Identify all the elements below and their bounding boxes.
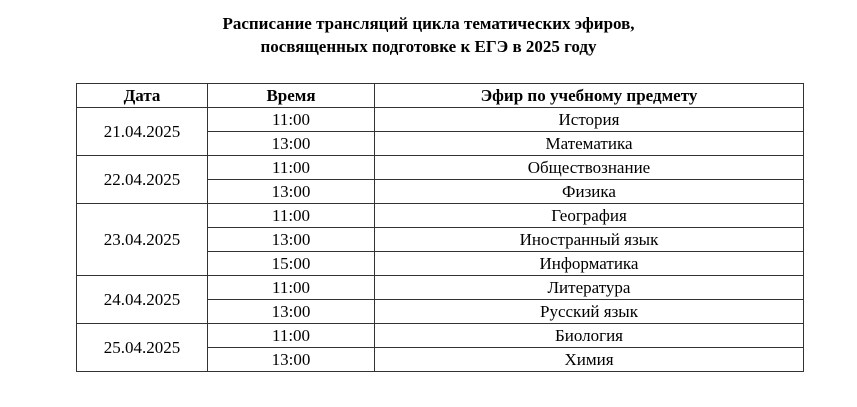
subject-cell: Информатика	[375, 252, 804, 276]
subject-cell: Биология	[375, 324, 804, 348]
subject-cell: Обществознание	[375, 156, 804, 180]
time-cell: 11:00	[208, 324, 375, 348]
document-title	[0, 12, 857, 58]
table-row	[77, 324, 804, 348]
subject-cell: Иностранный язык	[375, 228, 804, 252]
table-header-row	[77, 84, 804, 108]
table-row	[77, 276, 804, 300]
time-cell: 13:00	[208, 348, 375, 372]
time-cell: 13:00	[208, 228, 375, 252]
header-subject: Эфир по учебному предмету	[375, 84, 804, 108]
table-row	[77, 108, 804, 132]
date-cell: 23.04.2025	[77, 204, 208, 276]
time-cell: 11:00	[208, 108, 375, 132]
subject-cell: Физика	[375, 180, 804, 204]
title-line-2: посвященных подготовке к ЕГЭ в 2025 году	[260, 37, 597, 56]
subject-cell: Математика	[375, 132, 804, 156]
date-cell: 22.04.2025	[77, 156, 208, 204]
time-cell: 13:00	[208, 180, 375, 204]
time-cell: 11:00	[208, 204, 375, 228]
subject-cell: Химия	[375, 348, 804, 372]
time-cell: 11:00	[208, 276, 375, 300]
time-cell: 11:00	[208, 156, 375, 180]
time-cell: 15:00	[208, 252, 375, 276]
title-line-1: Расписание трансляций цикла тематических эфиров,	[222, 14, 635, 33]
time-cell: 13:00	[208, 300, 375, 324]
table-row	[77, 204, 804, 228]
subject-cell: География	[375, 204, 804, 228]
time-cell: 13:00	[208, 132, 375, 156]
header-time: Время	[208, 84, 375, 108]
subject-cell: История	[375, 108, 804, 132]
header-date: Дата	[77, 84, 208, 108]
date-cell: 24.04.2025	[77, 276, 208, 324]
date-cell: 21.04.2025	[77, 108, 208, 156]
subject-cell: Русский язык	[375, 300, 804, 324]
date-cell: 25.04.2025	[77, 324, 208, 372]
table-row	[77, 156, 804, 180]
subject-cell: Литература	[375, 276, 804, 300]
schedule-table	[76, 83, 804, 372]
